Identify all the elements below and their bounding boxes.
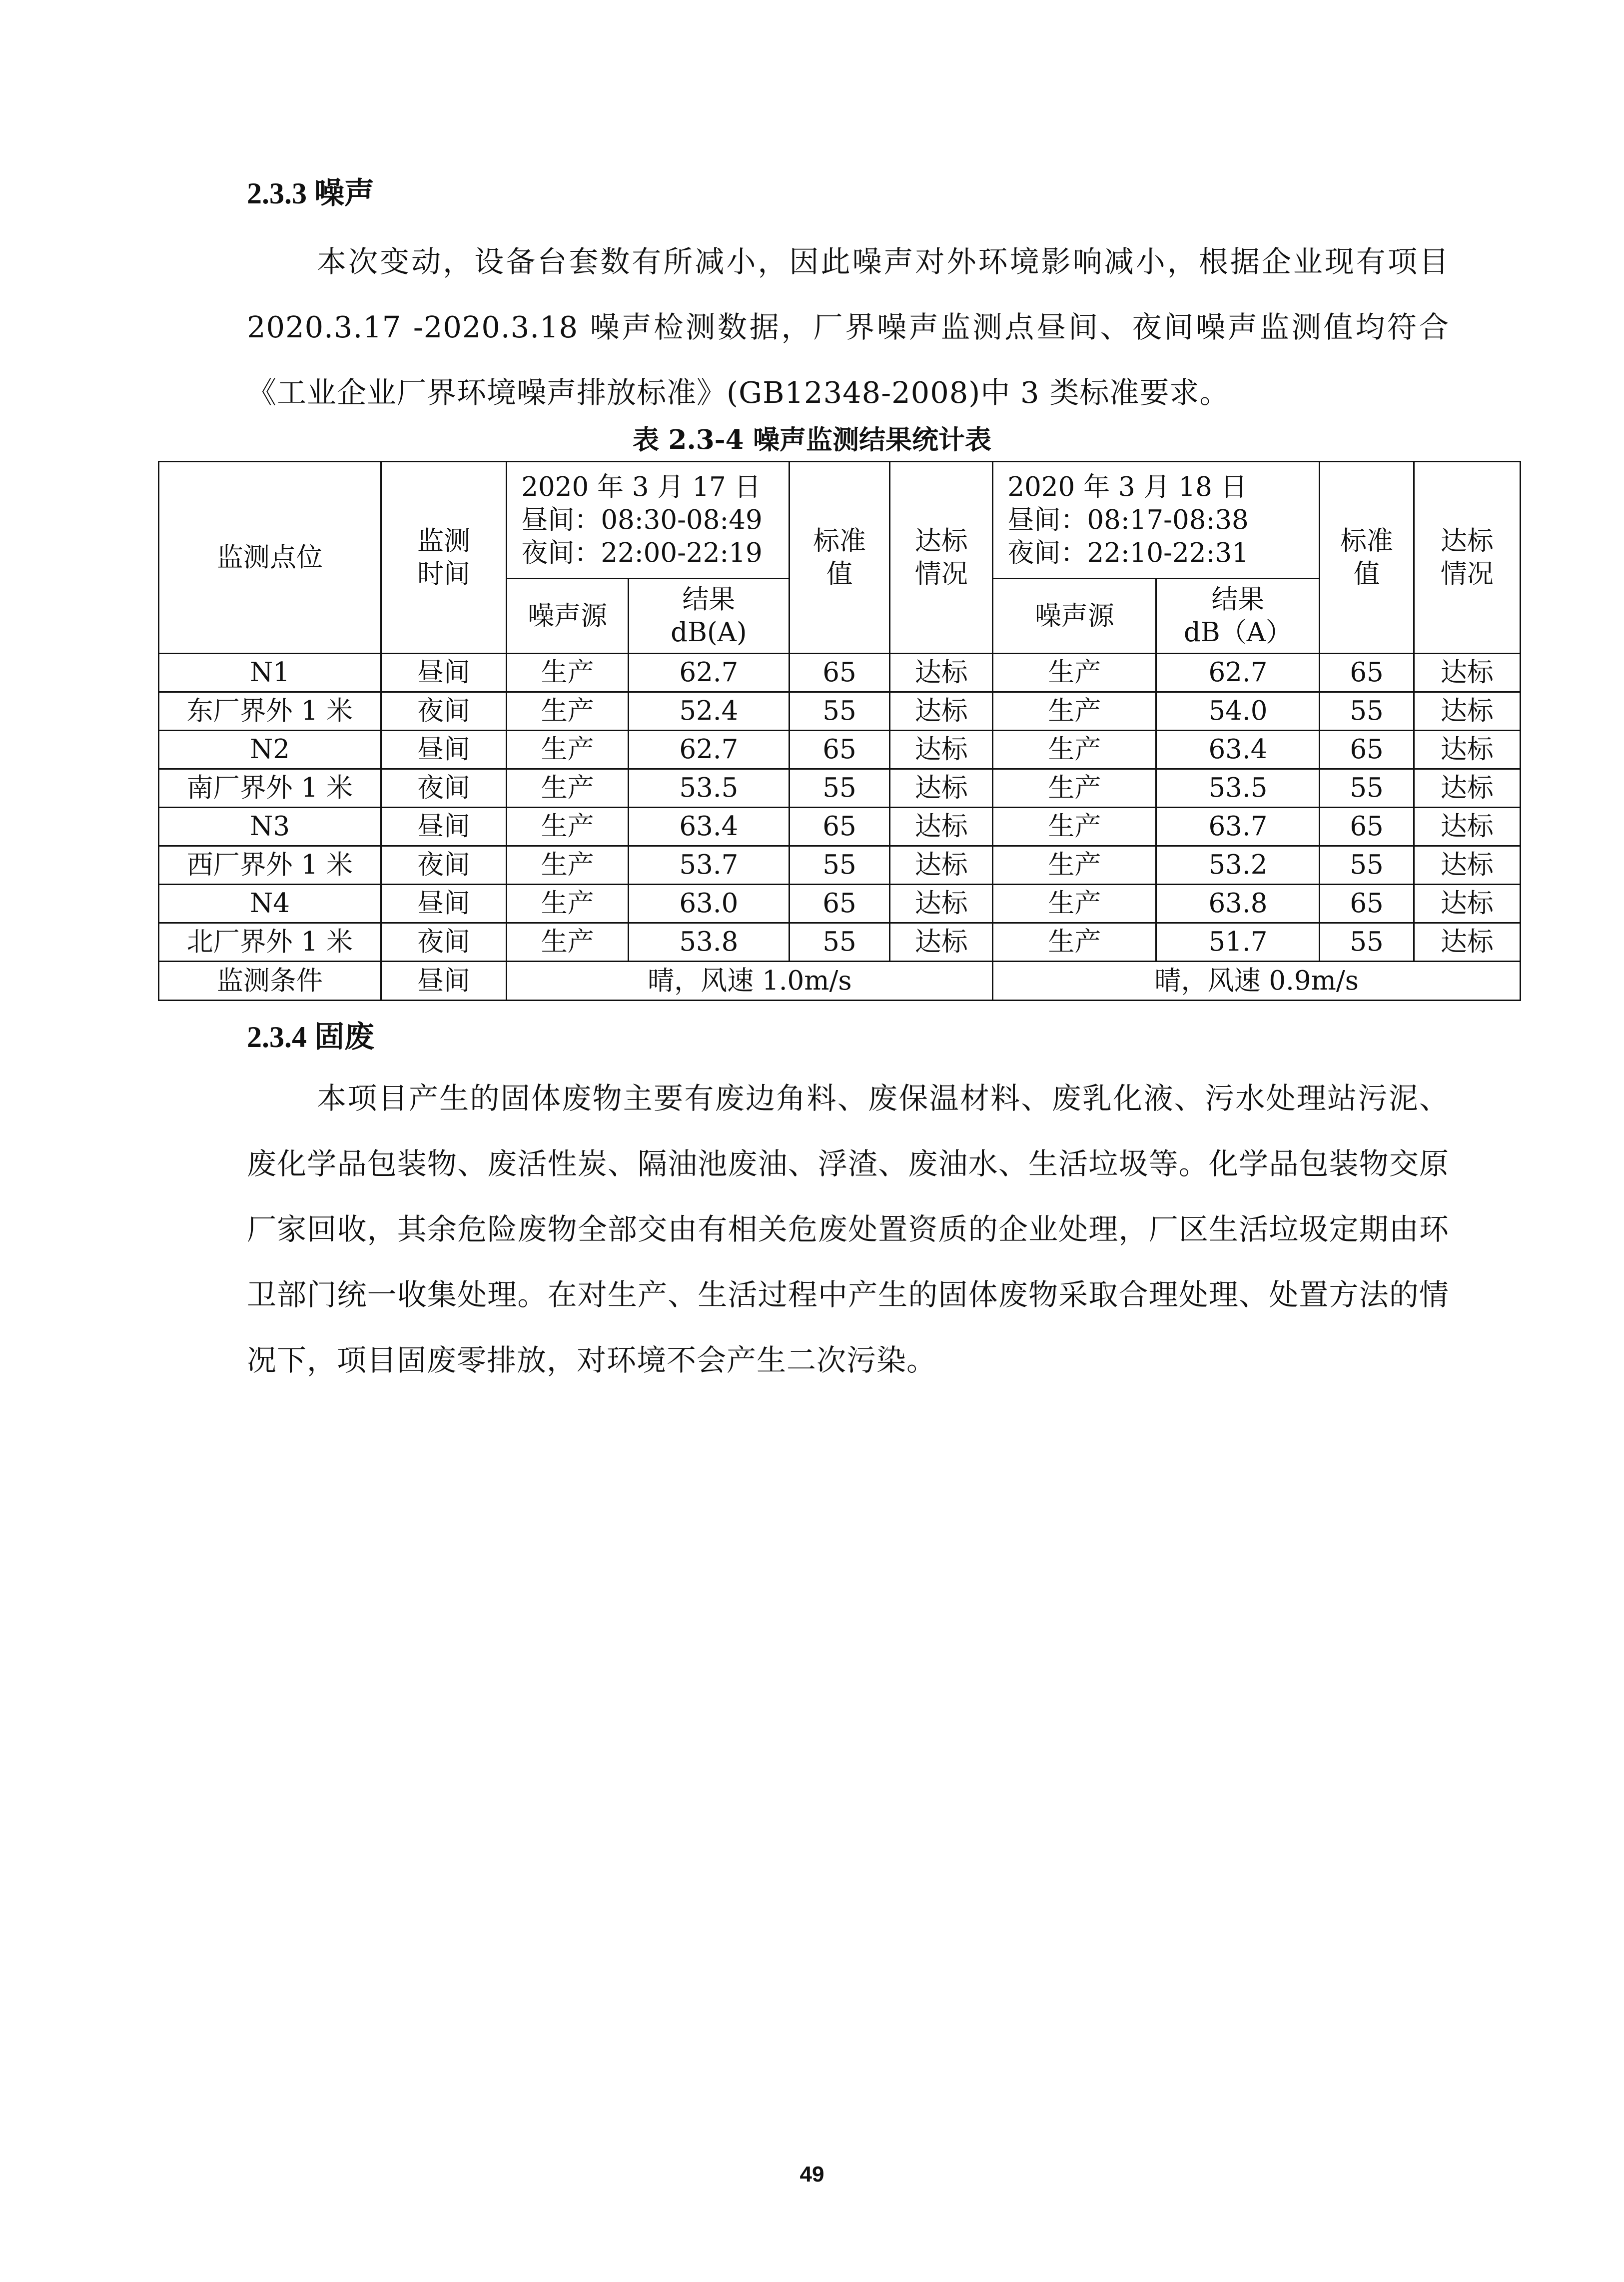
- noise-monitoring-table: [158, 461, 1521, 1001]
- standard-1-cell: 55: [789, 923, 889, 962]
- status-2-cell: 达标: [1414, 846, 1520, 885]
- status-2-cell: 达标: [1414, 654, 1520, 692]
- standard-1-cell: 65: [789, 885, 889, 923]
- waste-paragraph: 本项目产生的固体废物主要有废边角料、废保温材料、废乳化液、污水处理站污泥、废化学品包装物、废活性炭、隔油池废油、浮渣、废油水、生活垃圾等。化学品包装物交原厂家回收，其余危险废物全部交由有相关危废处置资质的企业处理，厂区生活垃圾定期由环卫部门统一收集处理。在对生产、生活过程中产生的固体废物采取合理处理、处置方法的情况下，项目固废零排放，对环境不会产生二次污染。: [247, 1081, 1449, 1377]
- result-2-cell: 62.7: [1156, 654, 1320, 692]
- standard-1-cell: 65: [789, 731, 889, 769]
- source-2-cell: 生产: [993, 846, 1156, 885]
- result-2-cell: 63.4: [1156, 731, 1320, 769]
- table-row: [159, 769, 1521, 808]
- header-day1: 2020 年 3 月 17 日 昼间：08:30-08:49 夜间：22:00-22:19: [507, 462, 790, 579]
- result-2-cell: 53.2: [1156, 846, 1320, 885]
- result-1-cell: 53.5: [628, 769, 789, 808]
- result-2-cell: 53.5: [1156, 769, 1320, 808]
- table-row: [159, 731, 1521, 769]
- header-standard-1: 标准 值: [789, 462, 889, 654]
- status-1-cell: 达标: [890, 846, 993, 885]
- header-location: 监测点位: [159, 462, 381, 654]
- page-number: 49: [800, 2162, 824, 2187]
- header-status-2: 达标 情况: [1414, 462, 1520, 654]
- result-1-cell: 62.7: [628, 731, 789, 769]
- location-cell: 南厂界外 1 米: [159, 769, 381, 808]
- header-source-1: 噪声源: [507, 579, 629, 654]
- status-2-cell: 达标: [1414, 769, 1520, 808]
- status-1-cell: 达标: [890, 808, 993, 846]
- table-row: [159, 808, 1521, 846]
- standard-2-cell: 65: [1320, 731, 1414, 769]
- table-row: [159, 692, 1521, 731]
- table-row: [159, 846, 1521, 885]
- table-row: [159, 654, 1521, 692]
- location-cell: N4: [159, 885, 381, 923]
- header-day2: 2020 年 3 月 18 日 昼间：08:17-08:38 夜间：22:10-22:31: [993, 462, 1320, 579]
- status-2-cell: 达标: [1414, 923, 1520, 962]
- standard-1-cell: 65: [789, 654, 889, 692]
- header-status-1: 达标 情况: [890, 462, 993, 654]
- status-1-cell: 达标: [890, 885, 993, 923]
- location-cell: N2: [159, 731, 381, 769]
- source-2-cell: 生产: [993, 808, 1156, 846]
- result-1-cell: 52.4: [628, 692, 789, 731]
- status-1-cell: 达标: [890, 769, 993, 808]
- result-1-cell: 63.0: [628, 885, 789, 923]
- standard-2-cell: 65: [1320, 808, 1414, 846]
- header-result-1: 结果 dB(A): [628, 579, 789, 654]
- header-standard-2: 标准 值: [1320, 462, 1414, 654]
- table-header-row: [159, 462, 1521, 579]
- status-1-cell: 达标: [890, 923, 993, 962]
- standard-2-cell: 65: [1320, 885, 1414, 923]
- source-2-cell: 生产: [993, 692, 1156, 731]
- time-cell: 夜间: [381, 923, 507, 962]
- condition-day1: 晴，风速 1.0m/s: [507, 962, 993, 1001]
- standard-2-cell: 55: [1320, 846, 1414, 885]
- table-row: [159, 923, 1521, 962]
- noise-paragraph: 本次变动，设备台套数有所减小，因此噪声对外环境影响减小，根据企业现有项目 2020.3.17 -2020.3.18 噪声检测数据，厂界噪声监测点昼间、夜间噪声监测值均符合《工业企业厂界环境噪声排放标准》(GB12348-2008)中 3 类标准要求。: [247, 244, 1449, 410]
- source-2-cell: 生产: [993, 654, 1156, 692]
- time-cell: 夜间: [381, 769, 507, 808]
- condition-day2: 晴，风速 0.9m/s: [993, 962, 1521, 1001]
- result-2-cell: 51.7: [1156, 923, 1320, 962]
- status-2-cell: 达标: [1414, 808, 1520, 846]
- source-1-cell: 生产: [507, 654, 629, 692]
- source-2-cell: 生产: [993, 769, 1156, 808]
- condition-label: 监测条件: [159, 962, 381, 1001]
- status-1-cell: 达标: [890, 692, 993, 731]
- source-1-cell: 生产: [507, 769, 629, 808]
- status-2-cell: 达标: [1414, 731, 1520, 769]
- standard-2-cell: 55: [1320, 692, 1414, 731]
- location-cell: 西厂界外 1 米: [159, 846, 381, 885]
- condition-time: 昼间: [381, 962, 507, 1001]
- result-1-cell: 62.7: [628, 654, 789, 692]
- standard-2-cell: 55: [1320, 769, 1414, 808]
- result-2-cell: 63.8: [1156, 885, 1320, 923]
- standard-1-cell: 65: [789, 808, 889, 846]
- result-1-cell: 53.7: [628, 846, 789, 885]
- time-cell: 昼间: [381, 885, 507, 923]
- header-result-2: 结果 dB（A）: [1156, 579, 1320, 654]
- source-2-cell: 生产: [993, 923, 1156, 962]
- time-cell: 夜间: [381, 846, 507, 885]
- location-cell: N3: [159, 808, 381, 846]
- result-1-cell: 53.8: [628, 923, 789, 962]
- time-cell: 昼间: [381, 654, 507, 692]
- header-time: 监测 时间: [381, 462, 507, 654]
- source-1-cell: 生产: [507, 692, 629, 731]
- condition-row: [159, 962, 1521, 1001]
- result-1-cell: 63.4: [628, 808, 789, 846]
- time-cell: 夜间: [381, 692, 507, 731]
- section-heading-waste: 2.3.4 固废: [247, 1021, 374, 1054]
- table-caption: 表 2.3-4 噪声监测结果统计表: [633, 424, 991, 455]
- header-source-2: 噪声源: [993, 579, 1156, 654]
- source-1-cell: 生产: [507, 846, 629, 885]
- status-1-cell: 达标: [890, 731, 993, 769]
- result-2-cell: 54.0: [1156, 692, 1320, 731]
- section-heading-noise: 2.3.3 噪声: [247, 177, 374, 210]
- table-row: [159, 885, 1521, 923]
- source-1-cell: 生产: [507, 885, 629, 923]
- location-cell: 东厂界外 1 米: [159, 692, 381, 731]
- standard-1-cell: 55: [789, 692, 889, 731]
- source-1-cell: 生产: [507, 808, 629, 846]
- standard-2-cell: 65: [1320, 654, 1414, 692]
- time-cell: 昼间: [381, 808, 507, 846]
- status-2-cell: 达标: [1414, 885, 1520, 923]
- source-2-cell: 生产: [993, 885, 1156, 923]
- source-1-cell: 生产: [507, 923, 629, 962]
- source-2-cell: 生产: [993, 731, 1156, 769]
- status-1-cell: 达标: [890, 654, 993, 692]
- standard-2-cell: 55: [1320, 923, 1414, 962]
- location-cell: 北厂界外 1 米: [159, 923, 381, 962]
- source-1-cell: 生产: [507, 731, 629, 769]
- status-2-cell: 达标: [1414, 692, 1520, 731]
- result-2-cell: 63.7: [1156, 808, 1320, 846]
- time-cell: 昼间: [381, 731, 507, 769]
- standard-1-cell: 55: [789, 846, 889, 885]
- standard-1-cell: 55: [789, 769, 889, 808]
- location-cell: N1: [159, 654, 381, 692]
